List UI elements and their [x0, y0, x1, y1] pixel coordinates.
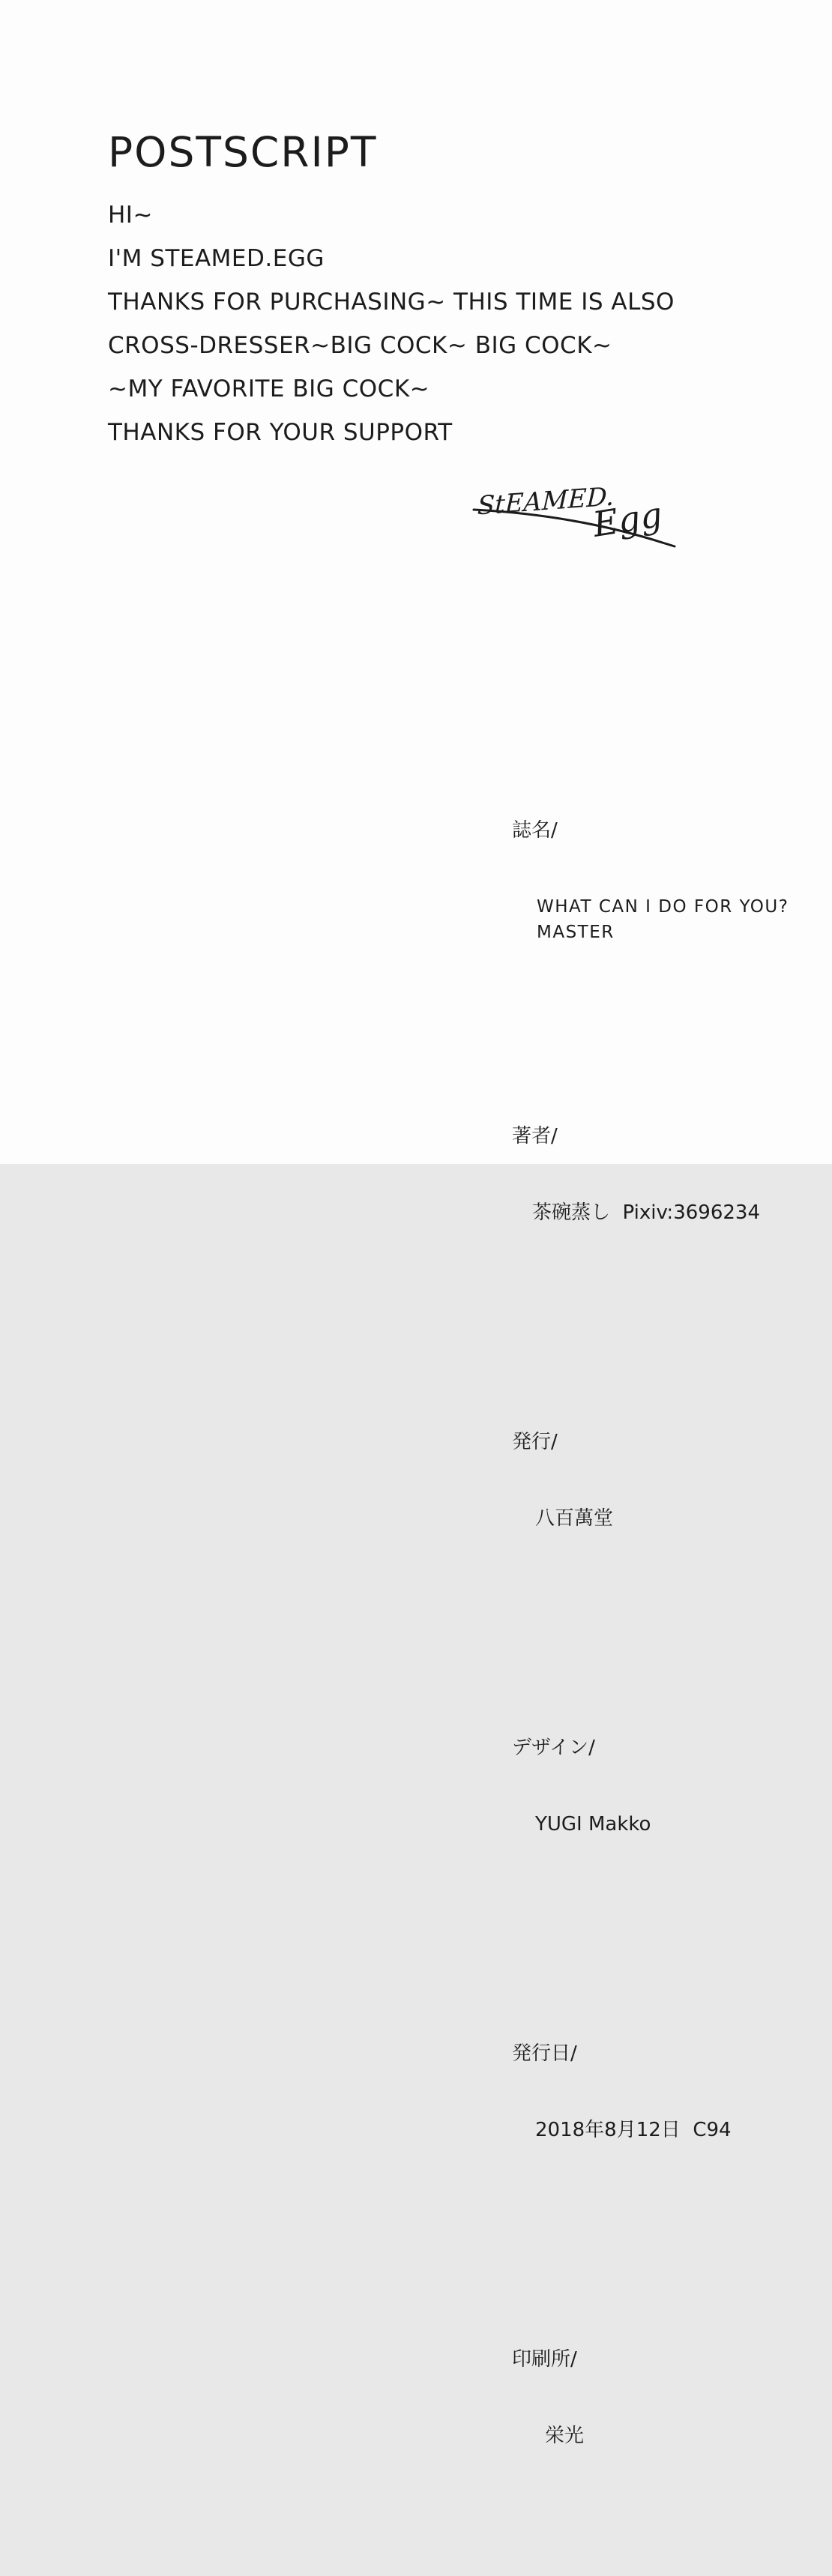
body-line-crossdresser: CROSS-DRESSER~BIG COCK~ BIG COCK~ — [108, 332, 612, 359]
colophon-entry-title — [512, 767, 832, 996]
page-title: POSTSCRIPT — [108, 128, 378, 176]
colophon-entry-author — [512, 1073, 832, 1276]
body-line-hi: HI~ — [108, 202, 153, 229]
signature-text-steamed: StEAMED. — [477, 481, 615, 522]
colophon-block — [512, 690, 832, 2576]
colophon-label-printer: 印刷所/ — [512, 2348, 577, 2371]
colophon-entry-publisher — [512, 1378, 832, 1582]
author-signature — [466, 475, 691, 569]
colophon-value-design: YUGI Makko — [535, 1813, 651, 1836]
body-line-support: THANKS FOR YOUR SUPPORT — [108, 419, 453, 446]
colophon-label-publisher: 発行/ — [512, 1431, 558, 1453]
colophon-label-design: デザイン/ — [512, 1737, 595, 1759]
colophon-entry-printer — [512, 2296, 832, 2500]
colophon-label-author: 著者/ — [512, 1125, 558, 1147]
colophon-value-title: WHAT CAN I DO FOR YOU? MASTER — [537, 897, 796, 942]
signature-text-egg: Egg — [590, 494, 666, 545]
colophon-value-printer: 栄光 — [545, 2425, 585, 2447]
colophon-entry-pubdate — [512, 1990, 832, 2194]
body-text-block — [108, 193, 675, 454]
colophon-value-pubdate: 2018年8月12日 C94 — [535, 2119, 732, 2141]
colophon-label-pubdate: 発行日/ — [512, 2042, 577, 2065]
colophon-value-author: 茶碗蒸し Pixiv:3696234 — [532, 1201, 760, 1224]
colophon-value-publisher: 八百萬堂 — [535, 1507, 614, 1530]
colophon-entry-design — [512, 1684, 832, 1888]
body-line-thanks-purchasing: THANKS FOR PURCHASING~ THIS TIME IS ALSO — [108, 289, 675, 316]
signature-drawing — [466, 475, 691, 569]
body-line-favorite: ~MY FAVORITE BIG COCK~ — [108, 375, 430, 402]
colophon-label-title: 誌名/ — [512, 819, 558, 842]
body-line-intro: I'M STEAMED.EGG — [108, 245, 325, 272]
